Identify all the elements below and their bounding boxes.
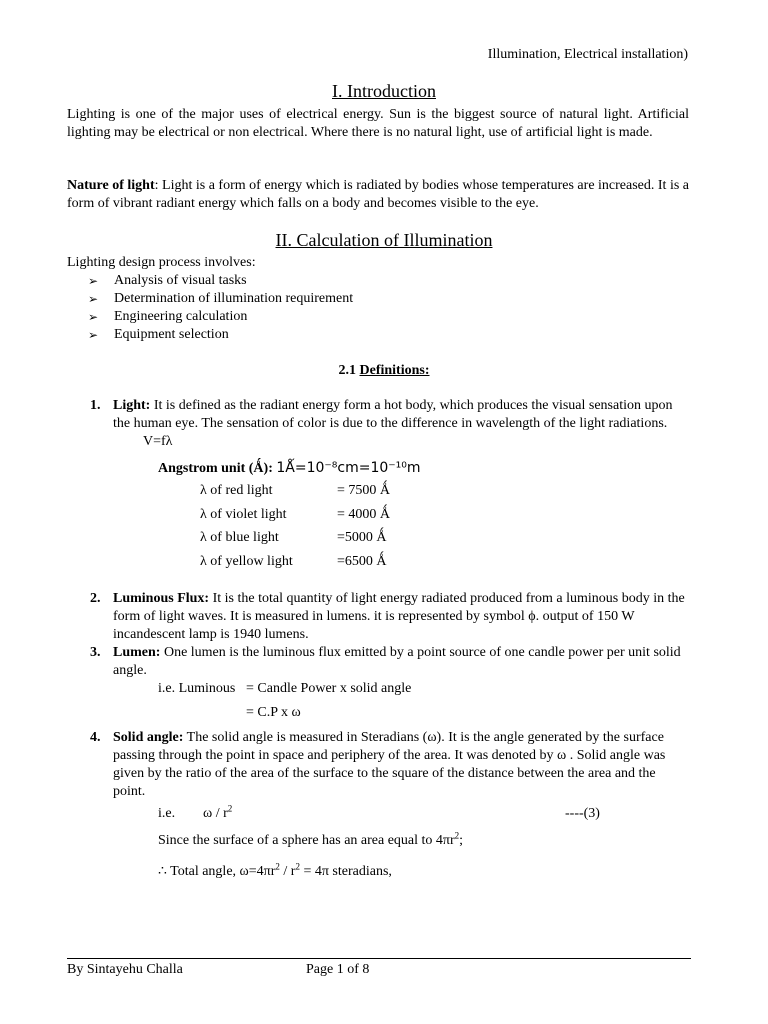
ratio-exponent: 2 [227,803,233,814]
page-header: Illumination, Electrical installation) [487,47,688,62]
angstrom-label: Angstrom unit (Ǻ): [158,461,273,476]
lumen-equation-left: i.e. Luminous [158,681,236,696]
intro-paragraph: Lighting is one of the major uses of electrical energy. Sun is the biggest source of natural light. Artificial lighting may be electrical or non electrical. Where there is no natural light, use of artificial light is made. [67,107,689,140]
nature-of-light-label: Nature of light [67,178,155,193]
def1-label: Light: [113,398,151,413]
nature-of-light-paragraph [67,177,689,213]
list-item: ➢ Engineering calculation [88,308,688,326]
def2-label: Luminous Flux: [113,591,210,606]
total-angle-part2: / r [279,864,296,879]
footer-divider [67,958,691,959]
def3-number: 3. [90,645,101,660]
section-title-introduction: I. Introduction [332,81,436,101]
wavelength-yellow: λ of yellow light [200,554,293,569]
design-process-intro: Lighting design process involves: [67,255,256,270]
wavelength-yellow-value: =6500 Ǻ [337,554,387,569]
def4-number: 4. [90,730,101,745]
sphere-exponent: 2 [454,830,460,841]
lumen-equation-2: = C.P x ω [246,705,301,720]
def2-paragraph [113,590,689,644]
angstrom-row [158,459,421,478]
def4-paragraph [113,729,689,801]
angstrom-value: 1Ǻ=10⁻⁸cm=10⁻¹⁰m [276,460,421,476]
lumen-equation-right: = Candle Power x solid angle [246,681,412,696]
solid-angle-ratio [203,805,232,823]
sphere-end: ; [459,833,464,848]
wavelength-blue: λ of blue light [200,530,279,545]
def2-text: It is the total quantity of light energy radiated produced from a luminous body in the form of light waves. It is measured in lumens. it is represented by symbol ϕ. output of 150 W incandescent lamp is 1940 lumens. [113,591,685,642]
section-title-calculation: II. Calculation of Illumination [275,230,493,250]
def1-paragraph [113,397,689,451]
wavelength-violet-value: = 4000 Ǻ [337,507,391,522]
def3-label: Lumen: [113,645,161,660]
wavelength-violet: λ of violet light [200,507,287,522]
ratio-text: ω / r [203,806,228,821]
total-angle-part1: ∴ Total angle, ω=4πr [158,864,276,879]
equation-reference: ----(3) [565,806,600,821]
subsection-number: 2.1 [338,363,360,378]
sphere-area-line [158,832,463,850]
total-angle-part3: = 4π steradians, [299,864,392,879]
def4-label: Solid angle: [113,730,184,745]
list-item: ➢ Determination of illumination requirement [88,290,688,308]
solid-angle-ie: i.e. [158,806,176,821]
def4-text: The solid angle is measured in Steradians (ω). It is the angle generated by the surface passing through the point in space and periphery of the area. It was denoted by ω . Solid angle was given by the ratio of the area of the surface to the square of the distance between the area and the point. [113,730,666,799]
def1-text: It is defined as the radiant energy form a hot body, which produces the visual sensation upon the human eye. The sensation of color is due to the difference in wavelength of the light radiations. [113,398,673,431]
wavelength-red-value: = 7500 Ǻ [337,483,391,498]
sphere-text: Since the surface of a sphere has an area equal to 4πr [158,833,455,848]
def1-number: 1. [90,398,101,413]
def3-paragraph [113,644,689,680]
subsection-title: Definitions: [359,363,430,378]
footer-page-number: Page 1 of 8 [306,962,370,977]
wavelength-red [200,482,273,500]
def1-formula: V=fλ [143,434,173,449]
nature-of-light-text: : Light is a form of energy which is radiated by bodies whose temperatures are increased. It is a form of vibrant radiant energy which falls on a body and becomes visible to the eye. [67,178,690,211]
total-angle-exp2: 2 [295,861,300,872]
footer-author: By Sintayehu Challa [67,962,183,977]
total-angle-line [158,863,392,881]
list-item: ➢ Analysis of visual tasks [88,272,688,290]
wavelength-name: λ of red light [200,483,273,498]
total-angle-exp1: 2 [275,861,280,872]
wavelength-blue-value: =5000 Ǻ [337,530,387,545]
list-item: ➢ Equipment selection [88,326,688,344]
subsection-heading [0,362,768,380]
design-process-list [88,272,688,344]
def3-text: One lumen is the luminous flux emitted by a point source of one candle power per unit solid angle. [113,645,681,678]
def2-number: 2. [90,591,101,606]
